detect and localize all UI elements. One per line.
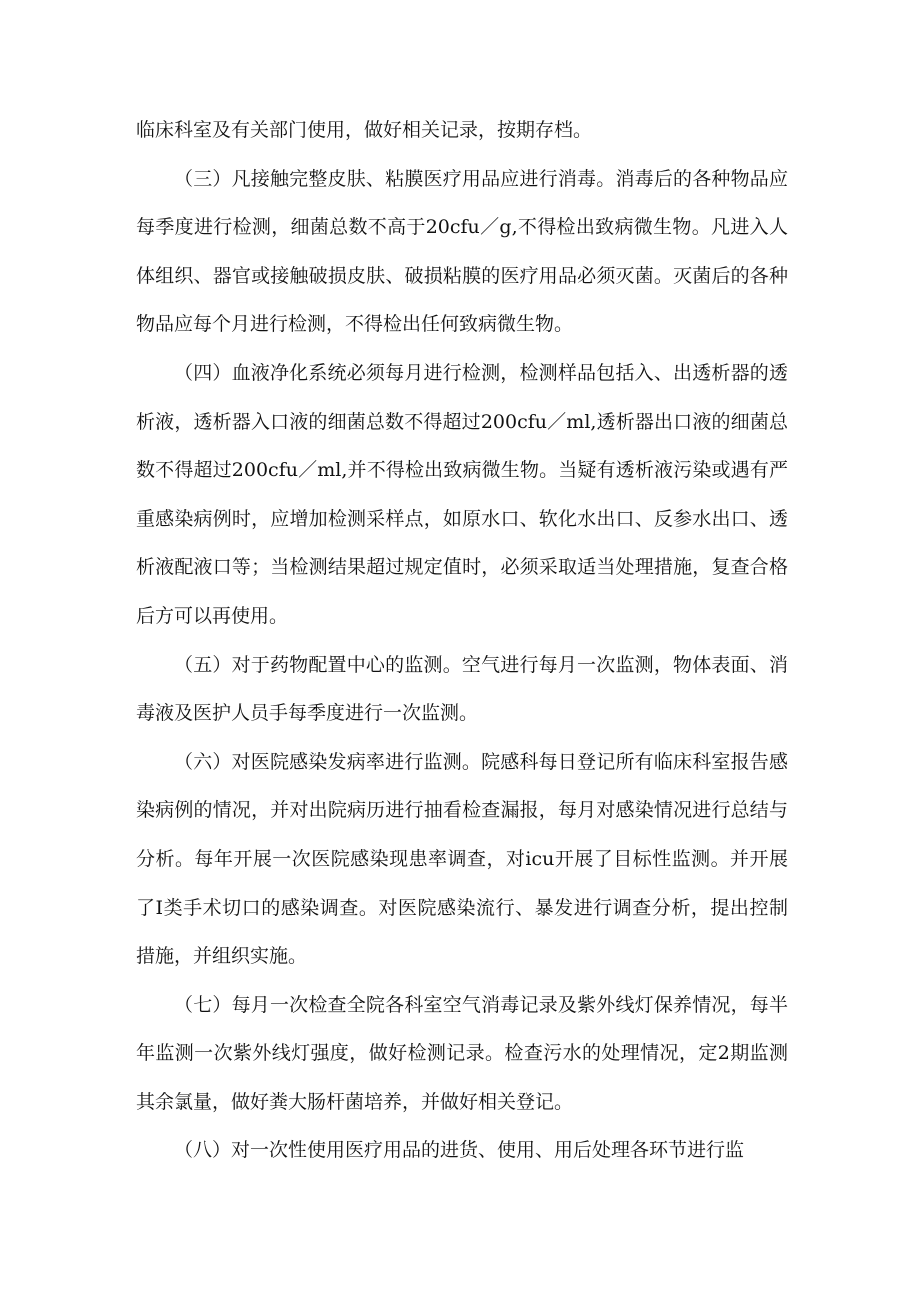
paragraph-6: （六）对医院感染发病率进行监测。院感科每日登记所有临床科室报告感染病例的情况，并对出院病历进行抽看检查漏报，每月对感染情况进行总结与分析。每年开展一次医院感染现患率调查，对icu开展了目标性监测。并开展了I类手术切口的感染调查。对医院感染流行、暴发进行调查分析，提出控制措施，并组织实施。 (136, 750, 788, 968)
paragraph-7: （七）每月一次检查全院各科室空气消毒记录及紫外线灯保养情况，每半年监测一次紫外线灯强度，做好检测记录。检查污水的处理情况，定2期监测其余氯量，做好粪大肠杆菌培养，并做好相关登记。 (136, 993, 788, 1113)
paragraph-5: （五）对于药物配置中心的监测。空气进行每月一次监测，物体表面、消毒液及医护人员手每季度进行一次监测。 (136, 653, 788, 725)
paragraph-8: （八）对一次性使用医疗用品的进货、使用、用后处理各环节进行监 (174, 1139, 745, 1162)
document-body (136, 106, 788, 1175)
paragraph-4: （四）血液净化系统必须每月进行检测，检测样品包括入、出透析器的透析液，透析器入口液的细菌总数不得超过200cfu／ml,透析器出口液的细菌总数不得超过200cfu／ml,并不得检出致病微生物。当疑有透析液污染或遇有严重感染病例时，应增加检测采样点，如原水口、软化水出口、反参水出口、透析液配液口等；当检测结果超过规定值时，必须采取适当处理措施，复查合格后方可以再使用。 (136, 361, 788, 627)
paragraph-3: （三）凡接触完整皮肤、粘膜医疗用品应进行消毒。消毒后的各种物品应每季度进行检测，细菌总数不高于20cfu／g,不得检出致病微生物。凡进入人体组织、器官或接触破损皮肤、破损粘膜的医疗用品必须灭菌。灭菌后的各种物品应每个月进行检测，不得检出任何致病微生物。 (136, 167, 788, 336)
paragraph-continuation: 临床科室及有关部门使用，做好相关记录，按期存档。 (136, 119, 593, 141)
